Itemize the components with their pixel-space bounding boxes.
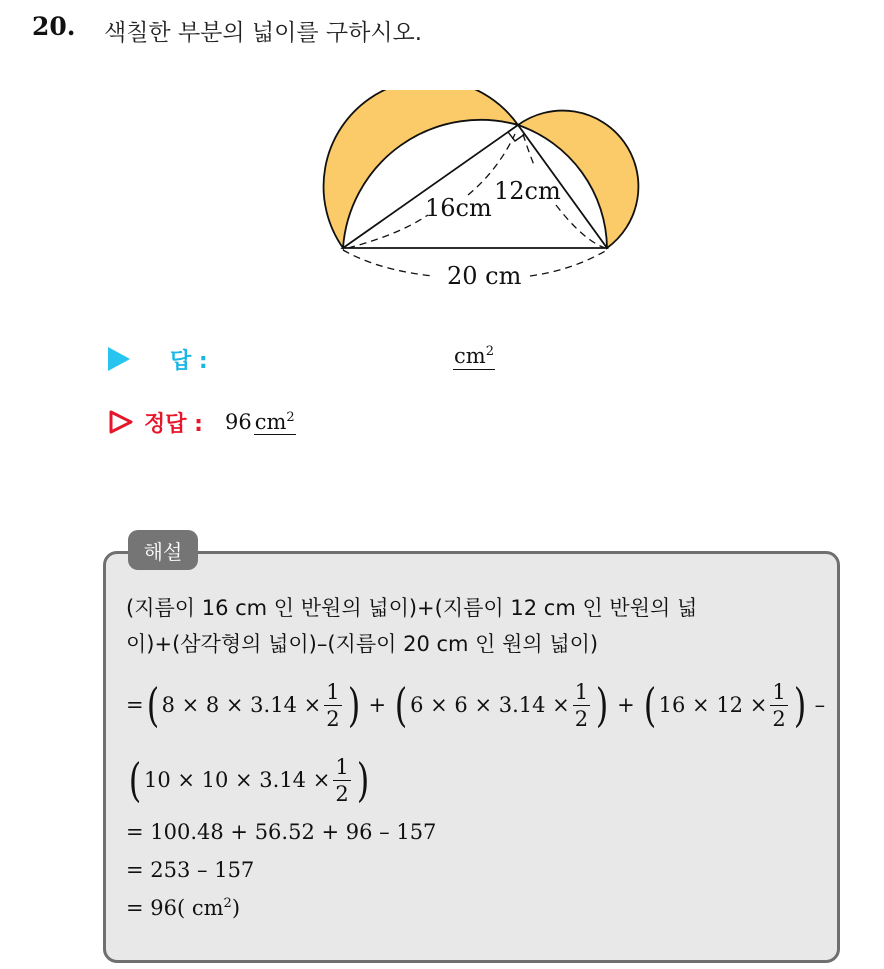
correct-unit-main: cm (254, 409, 287, 434)
frac-den: 2 (335, 781, 349, 806)
frac-den: 2 (574, 706, 589, 731)
label-16cm: 16cm (425, 194, 492, 222)
paren-close: ) (595, 678, 609, 732)
dim-line-20-left (343, 250, 433, 276)
fraction-half (333, 754, 350, 807)
fraction-half (770, 679, 787, 732)
fraction-half (324, 679, 341, 732)
fraction-half (573, 679, 590, 732)
eq1-equals: = (126, 693, 144, 717)
equation-line-5 (126, 896, 240, 920)
question-number: 20. (32, 12, 76, 41)
answer-label: 답 : (170, 348, 208, 374)
paren-close: ) (347, 678, 360, 732)
paren-open: ( (146, 678, 159, 732)
equation-line-4: = 253 – 157 (126, 858, 255, 882)
answer-row (108, 341, 208, 377)
paren-close: ) (793, 678, 806, 732)
correct-unit-sup: 2 (286, 409, 295, 425)
correct-unit (254, 410, 296, 435)
dim-line-16 (348, 215, 428, 248)
frac-den: 2 (326, 706, 340, 731)
equation-line-1 (126, 673, 831, 737)
eq2-term: 10 × 10 × 3.14 × (143, 768, 331, 792)
eq1-term-2: 6 × 6 × 3.14 × (410, 693, 570, 717)
eq1-term-3: 16 × 12 × (658, 693, 768, 717)
frac-num: 1 (326, 679, 340, 704)
eq1-term-1: 8 × 8 × 3.14 × (161, 693, 322, 717)
frac-num: 1 (574, 679, 589, 704)
equation-line-2 (126, 748, 372, 812)
eq1-plus-1: + (368, 693, 387, 717)
eq5-sup: 2 (223, 896, 232, 911)
paren-close: ) (356, 753, 369, 807)
correct-row (108, 404, 296, 440)
label-20cm: 20 cm (447, 262, 522, 290)
semicircles-right-triangle-figure (318, 90, 648, 300)
frac-den: 2 (772, 706, 786, 731)
eq5-end: ) (231, 896, 241, 920)
eq5-main: = 96( cm (126, 896, 224, 920)
eq1-plus-2: + (617, 693, 635, 717)
dim-line-20-right (530, 250, 607, 276)
paren-open: ( (128, 753, 142, 807)
answer-unit-main: cm (454, 344, 486, 368)
explanation-line-1: (지름이 16 cm 인 반원의 넓이)+(지름이 12 cm 인 반원의 넓 (126, 596, 698, 620)
right-angle-mark (508, 132, 525, 141)
paren-open: ( (394, 678, 408, 732)
explanation-tag: 해설 (128, 530, 198, 570)
correct-value: 96 (224, 410, 252, 434)
answer-unit-sup: 2 (485, 344, 494, 359)
correct-label: 정답 : (144, 411, 203, 437)
explanation-line-2: 이)+(삼각형의 넓이)–(지름이 20 cm 인 원의 넓이) (126, 632, 599, 656)
equation-line-3: = 100.48 + 56.52 + 96 – 157 (126, 820, 437, 844)
label-12cm: 12cm (494, 177, 561, 205)
outline-triangle-icon (108, 409, 134, 435)
paren-open: ( (643, 678, 656, 732)
frac-num: 1 (772, 679, 786, 704)
question-text: 색칠한 부분의 넓이를 구하시오. (104, 20, 423, 46)
large-crescent-shaded (324, 90, 518, 248)
play-triangle-icon (108, 347, 130, 371)
frac-num: 1 (335, 754, 349, 779)
answer-unit[interactable] (453, 344, 495, 370)
eq1-minus: – (814, 693, 826, 717)
